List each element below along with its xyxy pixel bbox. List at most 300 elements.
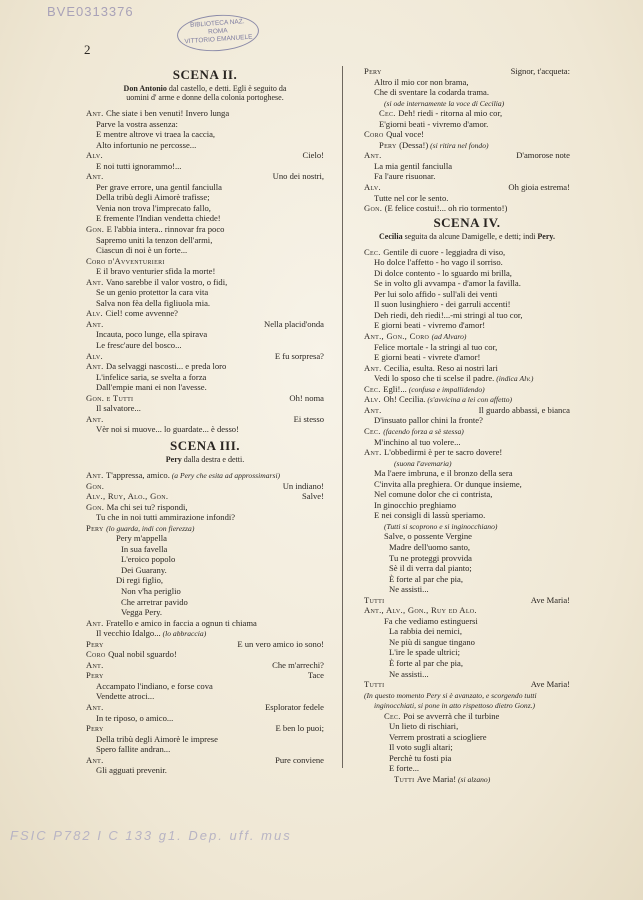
text-line [364,373,570,384]
text-line [86,533,324,544]
verse-text: Ciel! come avvenne? [105,308,178,319]
stage-direction: (lo abbraccia) [160,629,207,639]
speaker-label: Pery [86,723,104,734]
text-line [364,753,570,764]
verse-text: Cecilia, esulta. Reso ai nostri lari [384,362,498,373]
verse-text: Felice mortale - la stringi al tuo cor, [374,341,498,352]
verse-text: E'giorni beati - vivremo d'amor. [379,118,489,129]
verse-text: In sua favella [121,543,168,554]
speaker-label: Ant. [86,659,104,670]
text-line [364,247,570,258]
text-line [364,310,570,321]
text-line [364,458,570,469]
scene-description-text: dalla destra e detti. [183,454,245,464]
text-line [364,553,570,564]
scene-description-text: dal castello, e detti. Egli è seguito da [168,84,287,93]
text-line [86,372,324,383]
speaker-label: Ant., Alv., Gon., Ruy ed Alo. [364,605,477,616]
text-line [86,765,324,776]
text-line [364,700,570,711]
verse-text: Deh riedi, deh riedi!...-mi stringi al tuo cor, [374,309,523,320]
verse-text: Altro il mio cor non brama, [374,76,469,87]
text-line [364,193,570,204]
verse-text: Poi se avverrà che il turbine [403,710,500,721]
text-line [364,98,570,109]
text-line [86,361,324,372]
stage-direction: (facendo forza a sè stessa) [383,426,464,436]
text-line [364,129,570,140]
text-line [86,491,324,502]
verse-text: Ne assisti... [389,668,429,679]
speaker-label: Coro d'Avventurieri [86,255,165,266]
speaker-label: Alv. [364,182,382,193]
verse-text-right: Oh gioia estrema! [508,182,570,193]
stage-direction: (si ode internamente la voce di Cecilia) [384,98,505,108]
text-line [86,287,324,298]
text-line [86,618,324,629]
verse-text: Pery m'appella [116,533,167,544]
text-line [364,171,570,182]
verse-text: Fa che vediamo estinguersi [384,615,478,626]
dialogue-block [86,108,324,435]
text-line [86,470,324,481]
speaker-label: Ant. [86,754,104,765]
text-line [364,66,570,77]
verse-text: Vèr noi si muove... lo guardate... è desso! [96,424,239,435]
speaker-label: Pery [86,522,107,533]
text-line [364,447,570,458]
scene-heading: SCENA III. [169,437,241,453]
text-line [364,531,570,542]
verse-text: Per lui solo affido - sull'ali dei venti [374,288,498,299]
verse-text-right: Il guardo abbassi, e bianca [478,404,570,415]
verse-text: Della tribù degli Aimorè trafisse; [96,192,210,203]
text-line [86,681,324,692]
verse-text: Dall'empie mani ei non l'avesse. [96,382,207,393]
verse-text: Il salvatore... [96,403,141,414]
speaker-label: Alv., Ruy, Alo., Gon. [86,491,169,502]
verse-text: Gentile di cuore - leggiadra di viso, [383,246,506,257]
text-line [364,647,570,658]
text-line [364,605,570,616]
verse-text-right: D'amorose note [516,150,570,161]
scene-heading: SCENA IV. [433,214,501,230]
stage-direction: (Tutti si scoprono e si inginocchiano) [384,521,498,531]
verse-text: Ciascun di noi è un forte... [96,245,188,256]
text-line [364,352,570,363]
speaker-label: Ant. [86,276,107,287]
speaker-label: Ant. [364,362,385,373]
text-line [364,342,570,353]
stamp-line: VITTORIO EMANUELE [184,33,253,46]
text-line [364,584,570,595]
text-line [86,713,324,724]
verse-text: C'invita alla preghiera. Or dunque insieme, [374,478,522,489]
speaker-label: Alv. [86,308,106,319]
speaker-label: Alv. [86,350,104,361]
text-line [364,742,570,753]
stage-direction: (ad Alvaro) [431,332,467,342]
verse-text: Che arretrar pavido [121,596,188,607]
verse-text: Vegga Pery. [121,607,162,618]
verse-text: In te riposo, o amico... [96,712,174,723]
text-line [364,119,570,130]
text-line [364,626,570,637]
verse-text: D'insuato pallor chini la fronte? [374,415,483,426]
verse-text: Vendette atroci... [96,691,155,702]
verse-text-right: Ei stesso [293,413,324,424]
text-line [364,384,570,395]
verse-text: Di regi figlio, [116,575,164,586]
text-line [364,278,570,289]
text-line [364,331,570,342]
verse-text: Salve, o possente Vergine [384,531,472,542]
speaker-label: Alv. [86,150,104,161]
text-line [86,235,324,246]
verse-text: Da selvaggi nascosti... e preda loro [106,361,227,372]
speaker-label: Ant. [86,413,104,424]
stage-direction: (si alzano) [456,775,491,784]
text-line [86,755,324,766]
text-line [86,424,324,435]
stage-direction: (In questo momento Pery si è avanzato, e scorgendo tutti [364,690,537,700]
verse-text: Oh! Cecilia. [383,394,426,405]
verse-text: Le fresc'aure del bosco... [96,340,182,351]
verse-text: Fa l'aure risuonar. [374,171,436,182]
text-line [364,299,570,310]
text-line [364,732,570,743]
verse-text-right: Tace [307,670,324,681]
verse-text: Un lieto di rischiari, [389,721,459,732]
speaker-label: Ant. [86,171,104,182]
handwritten-margin-note: FSIC P782 I C 133 g1. Dep. uff. mus [10,828,292,843]
verse-text: Che siate i ben venuti! Invero lunga [106,108,230,118]
verse-text: M'inchino al tuo volere... [374,436,461,447]
verse-text: Per grave errore, una gentil fanciulla [96,181,222,192]
text-line [364,108,570,119]
verse-text: Fratello e amico in faccia a ognun ti chiama [106,617,257,628]
verse-text-right: E un vero amico io sono! [237,638,324,649]
verse-text: Madre dell'uomo santo, [389,541,471,552]
text-line [86,224,324,235]
verse-text: E nei consigli di lassù speriamo. [374,510,486,521]
verse-text: Verrem prostrati a sciogliere [389,731,487,742]
text-line [86,597,324,608]
text-line [86,586,324,597]
speaker-label: Ant. [364,447,385,458]
text-line [364,595,570,606]
text-line [86,171,324,182]
verse-text: Il voto sugli altari; [389,742,453,753]
verse-text-right: Nella placid'onda [263,318,324,329]
speaker-label: Coro [86,649,109,660]
stage-direction: inginocchiati, si pone in atto rispettoso dietro Gonz.) [374,701,536,711]
text-line [364,161,570,172]
scene-heading: SCENA II. [172,67,238,82]
verse-text: E fremente l'Indian vendetta chiede! [96,213,221,224]
text-line [86,691,324,702]
text-line [364,479,570,490]
scene-description-text: uomini d' arme e donne della colonia portoghese. [126,93,284,102]
shelfmark-number: BVE0313376 [47,4,134,19]
verse-text: L'obbedirmi è per te sacro dovere! [384,447,503,458]
verse-text: Il vecchio Idalgo... [96,628,161,639]
verse-text: Di dolce contento - lo sguardo mi brilla, [374,267,512,278]
text-line [86,108,324,119]
text-line [364,437,570,448]
dialogue-block [364,66,570,214]
text-line [364,87,570,98]
text-line [86,140,324,151]
text-line [364,268,570,279]
text-line [86,414,324,425]
character-name: Pery [165,454,182,464]
text-line [86,192,324,203]
text-line [86,723,324,734]
text-line [86,256,324,267]
text-line [364,690,570,701]
speaker-label: Coro [364,129,387,140]
text-line [86,129,324,140]
text-line [86,119,324,130]
character-name: Don Antonio [123,84,167,93]
text-line [364,669,570,680]
text-line [364,763,570,774]
dialogue-block [86,470,324,776]
text-line [86,670,324,681]
speaker-label: Ant., Gon., Coro [364,331,432,342]
text-line [86,744,324,755]
verse-text: Vano sarebbe il valor vostro, o fidi, [106,276,228,287]
text-line [86,308,324,319]
stage-direction: (a Pery che esita ad approssimarsi) [169,470,281,480]
verse-text: Nel comune dolor che ci contrista, [374,489,493,500]
verse-text: Ne più di sangue tingano [389,636,475,647]
verse-text: (E felice costui!... oh rio tormento!) [384,203,508,214]
text-line [86,161,324,172]
verse-text-right: Signor, t'acqueta: [510,66,570,76]
speaker-label: Gon. [86,501,107,512]
scene-description-text: seguita da alcune Damigelle, e detti; indi [404,231,536,241]
scene-description [364,232,570,241]
verse-text-right: Un indiano! [282,480,324,491]
text-line [86,565,324,576]
text-line [364,500,570,511]
text-line [364,721,570,732]
text-line [364,521,570,532]
text-line [364,289,570,300]
verse-text: Tu che in noi tutti ammirazione infondi? [96,512,236,523]
stamp-line: BIBLIOTECA NAZ. [189,18,245,29]
text-line [86,266,324,277]
character-name: Cecilia [379,231,403,241]
stage-direction: (s'avvicina a lei con affetto) [425,395,513,405]
speaker-label: Ant. [86,108,107,118]
dialogue-block [364,247,570,785]
text-line [86,213,324,224]
speaker-label: Pery [86,638,104,649]
text-line [86,523,324,534]
verse-text: L'eroico popolo [121,554,176,565]
verse-text: L'infelice saria, se svelta a forza [96,371,207,382]
verse-text: È forte al par che pia, [389,573,463,584]
verse-text: Gli agguati prevenir. [96,765,167,776]
verse-text: È forte al par che pia, [389,657,463,668]
text-line [86,319,324,330]
speaker-label: Cec. [364,383,384,394]
verse-text: (Dessa!) [399,139,429,150]
verse-text: E giorni beati - vivremo d'amor! [374,320,486,331]
speaker-label: Ant. [364,150,382,161]
text-line [364,394,570,405]
text-line [364,363,570,374]
verse-text: E noi tutti ignorammo!... [96,160,182,171]
text-line [364,574,570,585]
verse-text: Qual voce! [386,129,425,140]
text-line [86,403,324,414]
verse-text: In ginocchio preghiamo [374,499,457,510]
speaker-label: Ant. [86,469,107,480]
verse-text: Se in volto gli avvampa - d'amor la favilla. [374,278,521,289]
speaker-label: Cec. [364,425,384,436]
verse-text-right: Esplorator fedele [265,701,324,712]
text-line [86,628,324,639]
text-line [364,182,570,193]
text-line [364,203,570,214]
verse-text-right: Ave Maria! [530,594,570,605]
verse-text: Egli!... [383,383,407,394]
text-line [86,554,324,565]
text-line [364,140,570,151]
verse-text-right: E fu sorpresa? [274,350,324,361]
speaker-label: Ant. [364,404,382,415]
right-column [364,66,570,785]
verse-text: Ho dolce l'affetto - ho vago il sorriso. [374,257,503,268]
left-column [86,66,324,776]
verse-text: Spero fallite andran... [96,744,171,755]
verse-text: Che di sventare la codarda trama. [374,87,490,98]
verse-text: Dei Guarany. [121,564,167,575]
text-line [86,182,324,193]
verse-text-right: Ave Maria! [530,679,570,690]
text-line [364,150,570,161]
verse-text: Vedi lo sposo che ti scelse il padre. [374,373,495,384]
verse-text: Ma l'aere imbruna, e il bronzo della sera [374,468,513,479]
text-line [86,340,324,351]
text-line [86,481,324,492]
column-divider [342,66,343,768]
speaker-label: Pery [86,670,104,681]
verse-text: Il suon lusinghiero - dei garruli accenti! [374,299,511,310]
verse-text: Sè il di verra dal pianto; [389,563,472,574]
text-line [364,563,570,574]
verse-text: E il bravo venturier sfida la morte! [96,266,216,277]
speaker-label: Ant. [86,617,107,628]
text-line [364,405,570,416]
text-line [86,382,324,393]
page-number: 2 [84,42,91,57]
verse-text: Accampato l'indiano, e forse cova [96,680,213,691]
speaker-label: Alv. [364,394,384,405]
verse-text: Sapremo uniti la tenzon dell'armi, [96,234,213,245]
verse-text: Ma chi sei tu? rispondi, [106,501,188,512]
verse-text-right: Salve! [302,491,324,502]
text-line [86,702,324,713]
verse-text-right: Oh! noma [289,392,324,403]
text-line [364,489,570,500]
character-name: Pery. [537,231,555,241]
text-line [364,679,570,690]
verse-text: Tutte nel cor le sento. [374,192,449,203]
verse-text: Qual nobil sguardo! [108,649,177,660]
verse-text-right: Pure conviene [275,754,324,765]
verse-text: Alto infortunio ne percosse... [96,139,197,150]
text-line [86,150,324,161]
stage-direction: (si ritira nel fondo) [428,140,489,150]
scene-description [86,455,324,464]
text-line [86,329,324,340]
scene-description [86,84,324,102]
text-line [86,734,324,745]
stage-direction: (lo guarda, indi con fierezza) [106,523,195,533]
verse-text-right: Cielo! [302,150,324,161]
speaker-label: Tutti [364,594,385,605]
text-line [86,351,324,362]
text-line [86,502,324,513]
verse-text: La rabbia dei nemici, [389,626,463,637]
speaker-label: Pery [364,66,382,76]
text-line [86,298,324,309]
verse-text: Parve la vostra assenza: [96,118,178,129]
text-line [364,637,570,648]
text-line [86,393,324,404]
text-line [364,77,570,88]
text-line [364,658,570,669]
verse-text: Venia non trova l'imprecato fallo, [96,202,211,213]
text-line [364,415,570,426]
verse-text: T'appressa, amico. [106,469,170,480]
text-line [86,660,324,671]
verse-text: Perchè tu fosti pia [389,752,452,763]
speaker-label: Gon. e Tutti [86,392,134,403]
verse-text: Non v'ha periglio [121,585,181,596]
speaker-label: Cec. [364,246,384,257]
text-line [364,711,570,722]
text-line [86,639,324,650]
speaker-label: Gon. [86,480,105,491]
text-line [86,203,324,214]
text-line [86,512,324,523]
text-line [86,607,324,618]
verse-text: E mentre altrove vi traea la caccia, [96,129,216,140]
text-line [86,277,324,288]
text-line [364,320,570,331]
verse-text-right: Uno dei nostri, [272,171,324,182]
verse-text: Deh! riedi - ritorna al mio cor, [398,108,503,119]
stage-direction: (suona l'avemaria) [394,458,452,468]
verse-text: E l'abbia intera.. rinnovar fra poco [106,224,225,235]
text-line [364,257,570,268]
text-line [364,542,570,553]
verse-text: L'ire le spade ultrici; [389,647,460,658]
speaker-label: Ant. [86,361,107,372]
text-line [86,649,324,660]
text-line [86,575,324,586]
stamp-line: ROMA [207,27,228,36]
speaker-label: Pery [379,139,400,150]
text-line [86,544,324,555]
verse-text: La mia gentil fanciulla [374,160,453,171]
